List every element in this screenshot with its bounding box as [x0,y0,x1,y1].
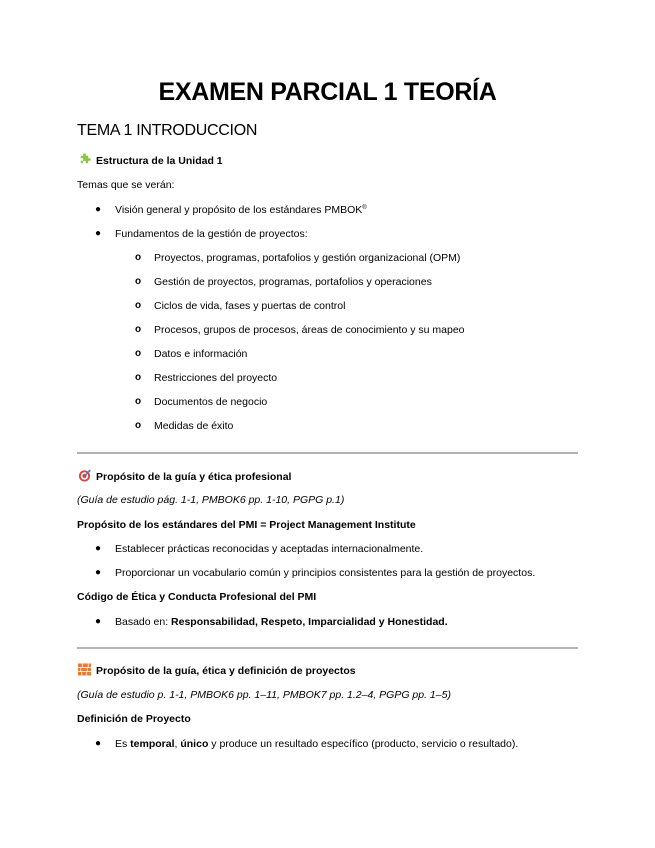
section1-intro: Temas que se verán: [77,179,175,191]
sub-item: Proyectos, programas, portafolios y gestión organizacional (OPM) [154,252,461,264]
sub-bullet-marker: o [135,324,142,335]
section3-heading: Propósito de la guía, ética y definición de proyectos [96,665,356,677]
target-icon [78,469,91,482]
bullet-item [115,615,448,629]
sub-item: Medidas de éxito [154,420,234,432]
section-divider [77,452,578,454]
sub-bullet-marker: o [135,420,142,431]
sub-item: Datos e información [154,348,248,360]
puzzle-icon [78,153,91,166]
bricks-icon [78,663,91,676]
sub-bullet-marker: o [135,396,142,407]
section2-subheading-2: Código de Ética y Conducta Profesional del PMI [77,591,317,603]
section2-heading: Propósito de la guía y ética profesional [96,471,292,483]
registered-mark: ® [362,205,367,211]
sub-item: Gestión de proyectos, programas, portafolios y operaciones [154,276,432,288]
section2-reference: (Guía de estudio pág. 1-1, PMBOK6 pp. 1-10, PGPG p.1) [77,494,345,506]
def-unico: único [180,738,209,750]
bullet-item [115,203,367,217]
bullet-item: Fundamentos de la gestión de proyectos: [115,228,308,240]
bullet-marker: ● [95,738,102,749]
section3-subheading: Definición de Proyecto [77,713,191,725]
bullet-marker: ● [95,567,102,578]
sub-bullet-marker: o [135,252,142,263]
sub-item: Ciclos de vida, fases y puertas de control [154,300,346,312]
section2-subheading-1: Propósito de los estándares del PMI = Project Management Institute [77,519,416,531]
bullet-marker: ● [95,616,102,627]
section3-reference: (Guía de estudio p. 1-1, PMBOK6 pp. 1–11, PMBOK7 pp. 1.2–4, PGPG pp. 1–5) [77,689,451,701]
bullet-marker: ● [95,228,102,239]
bullet-marker: ● [95,543,102,554]
section1-heading: Estructura de la Unidad 1 [96,155,223,167]
bullet-item: Establecer prácticas reconocidas y aceptadas internacionalmente. [115,543,424,555]
def-prefix: Es [115,738,131,750]
page-title: EXAMEN PARCIAL 1 TEORÍA [158,78,497,106]
bullet-item: Proporcionar un vocabulario común y principios consistentes para la gestión de proyectos. [115,567,536,579]
def-sep: , [174,738,181,750]
sub-bullet-marker: o [135,348,142,359]
bullet-item [115,737,518,751]
def-temporal: temporal [130,738,175,750]
bullet-marker: ● [95,204,102,215]
sub-bullet-marker: o [135,276,142,287]
sub-bullet-marker: o [135,372,142,383]
basado-prefix: Basado en: [115,616,172,628]
sub-item: Procesos, grupos de procesos, áreas de conocimiento y su mapeo [154,324,465,336]
section-divider [77,647,578,649]
bullet-text: Visión general y propósito de los estándares PMBOK [115,204,363,216]
sub-item: Documentos de negocio [154,396,268,408]
sub-bullet-marker: o [135,300,142,311]
sub-item: Restricciones del proyecto [154,372,278,384]
def-rest: y produce un resultado específico (producto, servicio o resultado). [208,738,519,750]
section-heading-tema1: TEMA 1 INTRODUCCION [77,122,258,139]
ethics-values: Responsabilidad, Respeto, Imparcialidad y Honestidad. [171,616,448,628]
